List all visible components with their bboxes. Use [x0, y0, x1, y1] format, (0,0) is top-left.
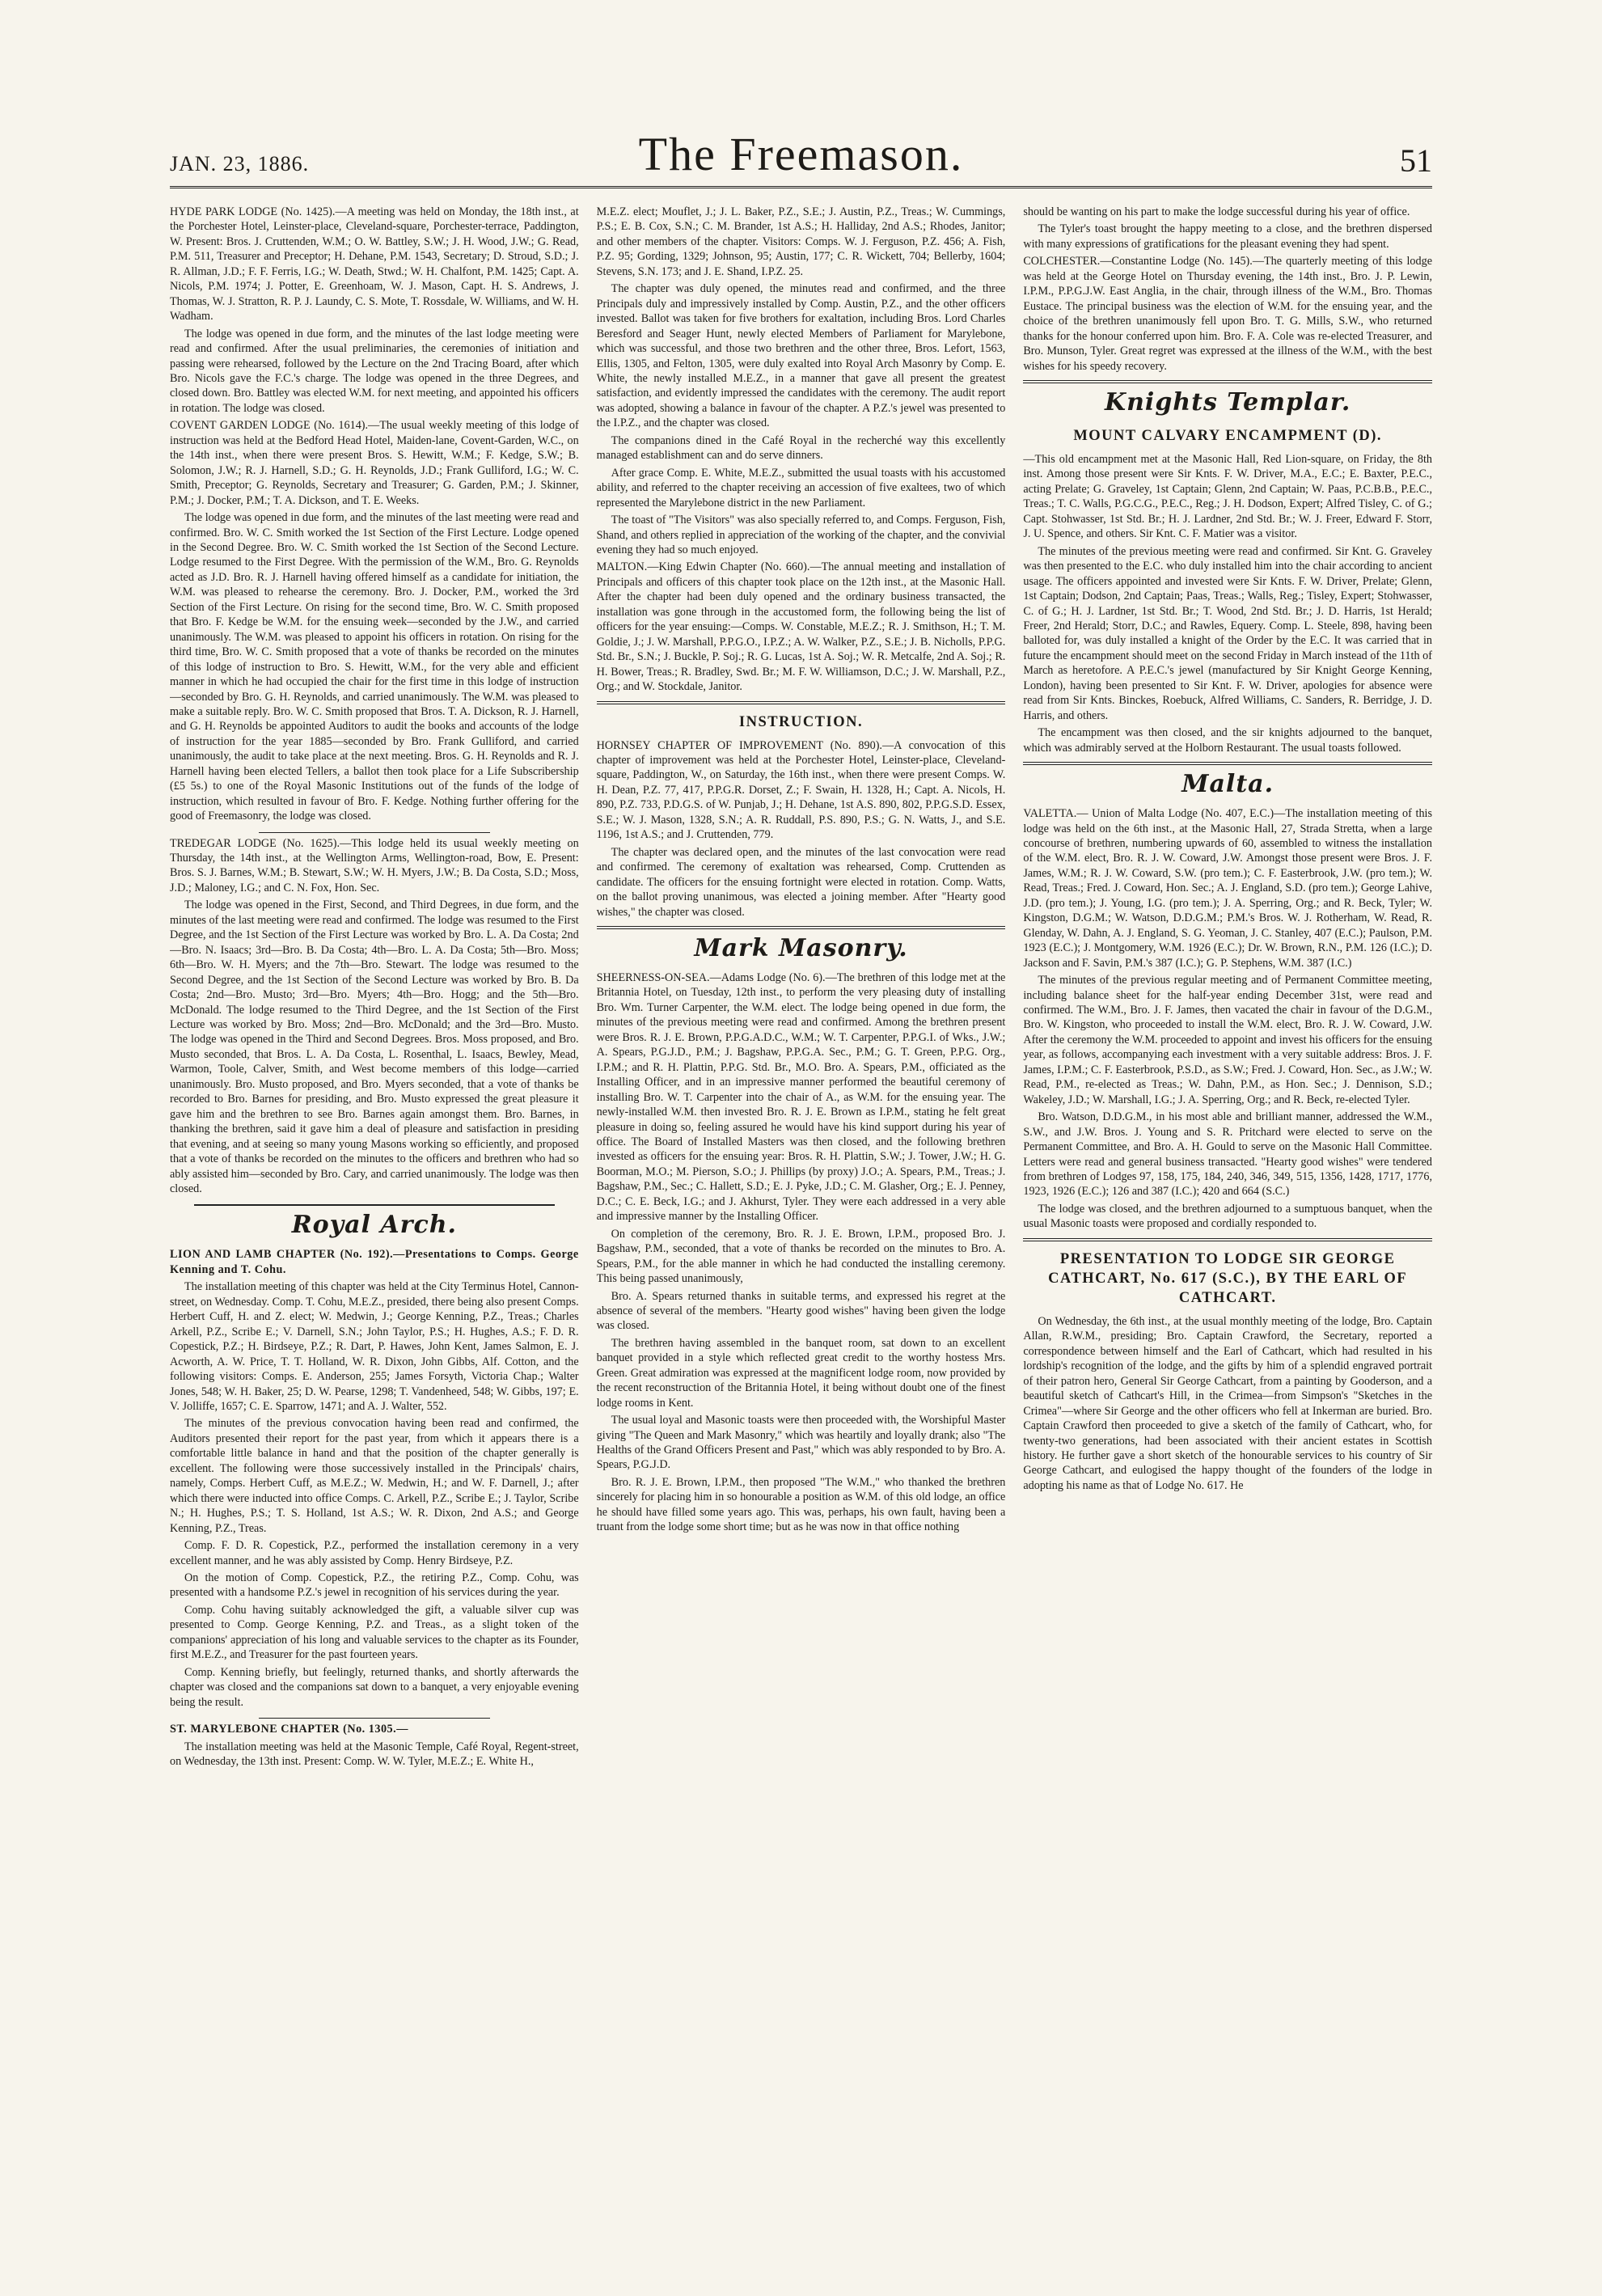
section-heading-knights-templar: Knights Templar.: [1105, 387, 1351, 416]
paragraph: Bro. A. Spears returned thanks in suitable terms, and expressed his regret at the absence of several of the members. "Hearty good wishes" having been given the lodge was closed.: [596, 1289, 1006, 1333]
paragraph: The encampment was then closed, and the sir knights adjourned to the banquet, which was admirably served at the Holborn Restaurant. The usual toasts followed.: [1023, 726, 1432, 755]
article-title-presentation-cathcart: PRESENTATION TO LODGE SIR GEORGE CATHCART, No. 617 (S.C.), BY THE EARL OF CATHCART.: [1048, 1250, 1408, 1306]
article-colchester-lodge: COLCHESTER.—Constantine Lodge (No. 145).—The quarterly meeting of this lodge was held at the George Hotel on Thursday evening, the 14th inst., Bro. J. P. Lewin, I.P.M., P.P.G.J.W. East Anglia, in the chair, through illness of the W.M., Bro. Thomas Eustace. The principal business was the election of W.M. for the ensuing year, and the choice of the brethren unanimously fell upon Bro. T. G. Mills, S.W., who returned thanks for the honour conferred upon him. Bro. F. A. Cole was re-elected Treasurer, and Bro. Munson, Tyler. Great regret was expressed at the illness of the W.M., with the best wishes for his speedy recovery.: [1023, 255, 1432, 373]
newspaper-title: The Freemason.: [638, 128, 964, 180]
divider: [1023, 1238, 1432, 1241]
paragraph: On completion of the ceremony, Bro. R. J. E. Brown, I.P.M., proposed Bro. J. Bagshaw, P.M., seconded, that a vote of thanks be recorded on the minutes to Bro. A. Spears, P.M., for the able manner in which he had conducted the installing ceremony. This being passed unanimously,: [596, 1227, 1006, 1286]
paragraph: On the motion of Comp. Copestick, P.Z., the retiring P.Z., Comp. Cohu, was presented with a handsome P.Z.'s jewel in recognition of his services during the year.: [170, 1571, 579, 1600]
issue-date: JAN. 23, 1886.: [170, 152, 310, 175]
paragraph: The minutes of the previous regular meeting and of Permanent Committee meeting, including balance sheet for the half-year ending December 31st, were read and confirmed. The W.M., Bro. J. F. James, then vacated the chair in favour of the D.G.M., Bro. W. Kingston, who proceeded to install the W.M. elect, Bro. R. J. W. Coward, J.W. After the ceremony the W.M. proceeded to appoint and invest his officers for the ensuing year, as follows, accompanying each investment with a very suitable address: Bros. J. F. James, I.P.M.; C. F. Easterbrook, P.S.D., as S.W.; Fred. J. Coward, Hon. Sec., as J.W.; W. Read, P.M., re-elected as Treas.; W. Dahn, P.M., as Hon. Sec.; J. Dennison, S.D.; Wakeley, J.D.; W. Marshall, I.G.; J. A. Sperring, Org.; and R. Beck, re-elected Tyler.: [1023, 974, 1432, 1106]
divider: [259, 832, 490, 833]
paragraph: On Wednesday, the 6th inst., at the usual monthly meeting of the lodge, Bro. Captain Allan, R.W.M., presiding; Bro. Captain Crawford, the Secretary, reported a correspondence between himself and the Earl of Cathcart, which had resulted in his lordship's recognition of the lodge, and the gifts by him of a splendid engraved portrait of their patron hero, General Sir George Cathcart, from a painting by Gooderson, and a beautiful sketch of Cathcart's Hill, in the Crimea—from Simpson's "Sketches in the Crimea"—where Sir George and the other officers who fell at Inkerman are buried. Bro. Captain Crawford then proceeded to give a sketch of the family of Cathcart, who, for twenty-two generations, had been associated with their ancient estates in Scottish history. He further gave a short sketch of the honourable services to his country of Sir George Cathcart, and eulogised the happy thought of the founders of the lodge in adopting his name as that of Lodge No. 617. He: [1023, 1314, 1432, 1492]
column-1: [170, 205, 579, 2275]
paragraph: The lodge was closed, and the brethren adjourned to a sumptuous banquet, when the usual Masonic toasts were proposed and cordially responded to.: [1023, 1202, 1432, 1231]
paragraph: The minutes of the previous meeting were read and confirmed. Sir Knt. G. Graveley was then presented to the E.C. who duly installed him into the chair according to ancient usage. The officers appointed and invested were Sir Knts. F. W. Driver, Prelate; Glenn, 1st Captain; Dodson, 2nd Captain; Paas, Treas.; Walls, Reg.; Tisley, Expert; Stohwasser, C. of G.; H. J. Lardner, 1st Std. Br.; T. Wood, 2nd Std. Br.; J. D. Harris, 1st Herald; Freer, 2nd Herald; Storr, D.C.; and Rawles, Equery. Comp. L. Steele, 898, having been balloted for, was duly installed a knight of the Order by the E.C. It was carried that in future the encampment should meet on the second Friday in March instead of the 11th of March as heretofore. A P.E.C.'s jewel (manufactured by Sir Knight George Kenning, London), having been presented to Sir Knt. F. W. Driver, apologies for absence were read from Sir Knts. Binckes, Roebuck, Alfred Williams, C. Sanders, R. Berridge, J. D. Harris, and others.: [1023, 544, 1432, 722]
paragraph: Comp. Kenning briefly, but feelingly, returned thanks, and shortly afterwards the chapter was closed and the companions sat down to a banquet, a very enjoyable evening being the result.: [170, 1665, 579, 1709]
divider: [194, 1204, 555, 1206]
section-heading-malta: Malta.: [1181, 770, 1274, 799]
column-2: [597, 205, 1006, 2275]
article-title-text: LION AND LAMB CHAPTER (No. 192).—Presentations to Comps. George Kenning and T. Cohu.: [170, 1248, 579, 1276]
article-title-st-marylebone: [170, 1722, 579, 1736]
article-title-lion-and-lamb: [170, 1247, 579, 1277]
paragraph: The toast of "The Visitors" was also specially referred to, and Comps. Ferguson, Fish, Shand, and others replied in appreciation of the working of the chapter, and the convivial evening they had so much enjoyed.: [596, 514, 1006, 556]
article-columns: [170, 205, 1432, 2275]
paragraph: The installation meeting was held at the Masonic Temple, Café Royal, Regent-street, on Wednesday, the 13th inst. Present: Comp. W. W. Tyler, M.E.Z.; E. White H.,: [170, 1740, 579, 1768]
masthead: [170, 121, 1432, 188]
divider: [597, 701, 1006, 704]
divider: [259, 1718, 490, 1719]
article-tredegar-lodge: TREDEGAR LODGE (No. 1625).—This lodge held its usual weekly meeting on Thursday, the 14th inst., at the Wellington Arms, Wellington-road, Bow, E. Present: Bros. S. J. Barnes, W.M.; B. Stewart, S.W.; W. H. Myers, J.W.; B. Da Costa, S.D.; Moss, J.D.; Maloney, I.G.; and C. N. Fox, Hon. Sec.: [170, 836, 579, 894]
article-hyde-park-lodge: HYDE PARK LODGE (No. 1425).—A meeting was held on Monday, the 18th inst., at the Porchester Hotel, Leinster-place, Cleveland-square, Porchester-terrace, Paddington, W. Present: Bros. J. Cruttenden, W.M.; O. W. Battley, S.W.; J. H. Wood, J.W.; G. Read, P.M. 511, Treasurer and Preceptor; H. Dehane, P.M. 1543, Secretary; D. Stroud, S.D.; J. R. Allman, J.D.; F. F. Ferris, I.G.; W. Death, Stwd.; W. H. Chalfont, P.M. 1425; Capt. A. Nicols, P.M. 1974; J. Potter, E. Greenhoam, W. J. Mason, Capt. H. S. Andrews, J. Thomas, W. J. Stratton, R. P. J. Laundy, C. S. Mote, T. Rossdale, W. Williams, and W. H. Wadham.: [170, 205, 579, 323]
paragraph: After grace Comp. E. White, M.E.Z., submitted the usual toasts with his accustomed ability, and referred to the chapter receiving an accession of five exaltees, two of which represented the Marylebone district in the new Parliament.: [596, 466, 1006, 510]
paragraph: The Tyler's toast brought the happy meeting to a close, and the brethren dispersed with many expressions of gratifications for the pleasant evening they had spent.: [1023, 222, 1432, 251]
article-covent-garden-lodge: COVENT GARDEN LODGE (No. 1614).—The usual weekly meeting of this lodge of instruction was held at the Bedford Head Hotel, Maiden-lane, Covent-Garden, W.C., on the 14th inst., when there were present Bros. S. Hewitt, W.M.; F. Kedge, S.W.; B. Solomon, J.W.; R. J. Harnell, S.D.; G. H. Reynolds, J.D.; Frank Gulliford, I.G.; W. C. Smith, Preceptor; G. Reynolds, Secretary and Treasurer; G. Garden, P.M.; J. Skinner, P.M.; J. Docker, P.M.; T. A. Dickson, and T. E. Weeks.: [170, 419, 579, 507]
article-hornsey-chapter: HORNSEY CHAPTER OF IMPROVEMENT (No. 890).—A convocation of this chapter of improvement was held at the Porchester Hotel, Leinster-place, Cleveland-square, Paddington, W., on Saturday, the 16th inst., when there were present Comps. W. H. Dean, P.Z. 77, 417, P.P.G.R. Dorset, Z.; F. Swain, H. 1328, H.; Capt. A. Nicols, H. 890, P.Z. 733, P.D.G.S. of W. Punjab, J.; H. Dehane, 1st A.S. 890, 802, P.P.G.S.D. Essex, S.E.; W. J. Mason, 1328, S.N.; A. R. Ruddall, P.S. 890, P.S.; G. N. Watts, J., and S.E. 1196, 1st A.S.; and J. Cruttenden, 779.: [596, 738, 1006, 842]
paragraph: The chapter was declared open, and the minutes of the last convocation were read and confirmed. The ceremony of exaltation was rehearsed, Comp. Cruttenden as candidate. The officers for the ensuing fortnight were elected in rotation. Comp. Watts, on the ballot proving unanimous, was elected a joining member. After "Hearty good wishes," the chapter was closed.: [596, 845, 1006, 919]
paragraph: Bro. Watson, D.D.G.M., in his most able and brilliant manner, addressed the W.M., S.W., and J.W. Bros. J. Young and S. R. Pritchard were elected to serve on the Permanent Committee, and Bro. A. H. Gould to serve on the Masonic Hall Committee. Letters were read and general business transacted. "Hearty good wishes" were tendered from brethren of Lodges 97, 158, 175, 184, 240, 346, 349, 515, 1356, 1428, 1717, 1776, 1923, 1926 (E.C.); 126 and 387 (I.C.); 420 and 664 (S.C.): [1023, 1110, 1432, 1199]
paragraph: M.E.Z. elect; Mouflet, J.; J. L. Baker, P.Z., S.E.; J. Austin, P.Z., Treas.; W. Cummings, P.S.; E. B. Cox, S.N.; C. M. Brander, 1st A.S.; H. Halliday, 2nd A.S.; Rhodes, Janitor; and other members of the chapter. Visitors: Comps. W. J. Ferguson, P.Z. 456; A. Fish, P.Z. 95; Gording, 1329; Johnson, 95; Austin, 177; C. R. Wickett, 704; Bellerby, 1604; Stevens, S.N. 173; and J. E. Shand, I.P.Z. 25.: [596, 205, 1006, 278]
paragraph: Bro. R. J. E. Brown, I.P.M., then proposed "The W.M.," who thanked the brethren sincerely for placing him in so honourable a position as W.M. of this old lodge, an office he should have filled some years ago. This was, perhaps, his own fault, having been a truant from the lodge some short time; but as he was now in that office nothing: [596, 1475, 1006, 1534]
divider: [597, 926, 1006, 929]
paragraph: The brethren having assembled in the banquet room, sat down to an excellent banquet provided in a style which reflected great credit to the worthy hostess Mrs. Green. Great admiration was expressed at the magnificent lodge room, now provided by the recent reconstruction of the Britannia Hotel, it being without doubt one of the finest lodge rooms in Kent.: [596, 1336, 1006, 1410]
paragraph: Comp. F. D. R. Copestick, P.Z., performed the installation ceremony in a very excellent manner, and he was ably assisted by Comp. Henry Birdseye, P.Z.: [170, 1539, 579, 1567]
article-sheerness-adams-lodge: SHEERNESS-ON-SEA.—Adams Lodge (No. 6).—The brethren of this lodge met at the Britannia Hotel, on Tuesday, 12th inst., to perform the very pleasing duty of installing Bro. Wm. Turner Carpenter, the W.M. elect. The lodge being opened in due form, the minutes of the previous meeting were read and confirmed. Among the brethren present were Bros. R. J. E. Brown, P.P.G.A.D.C., W.M.; W. T. Carpenter, P.P.G.I. of Wks., J.W.; A. Spears, P.G.J.D., P.M.; J. Bagshaw, P.P.G.A. Sec., P.M.; G. T. Green, P.P.G. Org., I.P.M.; and R. H. Plattin, P.P.G. Std. Br., M.O. Bro. A. Spears, P.M., officiated as the Installing Officer, and in an impressive manner performed the beautiful ceremony of installing Bro. W. T. Carpenter into the chair of A., as W.M. for the ensuing year. The newly-installed W.M. then invested Bro. R. J. E. Brown as I.P.M., stating he felt great pleasure in doing so, feeling assured he would have his kind support during his year of office. The Board of Installed Masters was then closed, and the following brethren invested as officers for the ensuing year: Bros. R. H. Plattin, S.W.; J. Tower, J.W.; H. G. Boorman, M.O.; M. Pierson, S.O.; J. Phillips (by proxy) J.O.; A. Spears, P.M., Treas.; J. Bagshaw, P.M., Sec.; C. Hallett, S.D.; E. J. Pyke, J.D.; C. M. Glasher, Org.; E. J. Penney, D.C.; C. E. Beck, I.G.; and J. Akhurst, Tyler. They were each addressed in a very able and impressive manner by the Installing Officer.: [596, 970, 1006, 1224]
paragraph: The usual loyal and Masonic toasts were then proceeded with, the Worshipful Master giving "The Queen and Mark Masonry," which was heartily and loyally drank; also "The Healths of the Grand Officers Present and Past," which was ably responded to by Bro. A. Spears, P.G.J.D.: [596, 1414, 1006, 1472]
divider: [1023, 762, 1432, 765]
section-heading-instruction: INSTRUCTION.: [738, 713, 864, 730]
paragraph: —This old encampment met at the Masonic Hall, Red Lion-square, on Friday, the 8th inst. Among those present were Sir Knts. F. W. Driver, M.A., E.C.; E. Baxter, P.E.C., acting Prelate; G. Graveley, 1st Captain; Glenn, 2nd Captain; W. Paas, P.C.B.B., P.E.C., Treas.; T. C. Walls, P.G.C.G., P.E.C., Reg.; J. H. Dodson, Expert; Alfred Tisley, C. of G.; Capt. Stohwasser, 1st Std. Br.; H. J. Lardner, 2nd Std. Br.; W. J. Freer, Edward F. Storr, J. U. Spence, and others. Sir Knt. C. F. Matier was a visitor.: [1023, 453, 1432, 541]
article-malton-chapter: MALTON.—King Edwin Chapter (No. 660).—The annual meeting and installation of Principals and officers of this chapter took place on the 12th inst., at the Masonic Hall. After the chapter had been duly opened and the ordinary business transacted, the installation was gone through in the accustomed form, the following being the list of officers for the year ensuing:—Comps. W. Constable, M.E.Z.; R. J. Smithson, H.; T. M. Goldie, J.; J. W. Marshall, P.P.G.O., I.P.Z.; A. W. Walker, P.Z., S.E.; J. B. Nicholls, P.P.G. Std. Br., S.N.; J. Buckle, P. Soj.; R. G. Lucas, 1st A. Soj.; W. R. Metcalfe, 2nd A. Soj.; R. H. Bower, Treas.; R. Bradley, Swd. Br.; M. F. W. Williamson, D.C.; J. W. Marshall, P.Z., Org.; and W. Stockdale, Janitor.: [596, 560, 1006, 694]
paragraph: The minutes of the previous convocation having been read and confirmed, the Auditors presented their report for the past year, from which it appears there is a comfortable little balance in hand and that the position of the chapter generally is excellent. The following were those successively installed in the Principals' chairs, namely, Comps. Herbert Cuff, as M.E.Z.; W. Medwin, H.; and W. F. Darnell, J.; after which there were inducted into office Comps. C. Arkell, P.Z., Scribe E.; J. Taylor, Scribe N.; H. Hughes, P.S.; T. S. Holland, 1st A.S.; W. R. Dixon, 2nd A.S.; and George Kenning, P.Z., Treas.: [170, 1417, 579, 1535]
article-valetta-union-of-malta: VALETTA.— Union of Malta Lodge (No. 407, E.C.)—The installation meeting of this lodge was held on the 6th inst., at the Masonic Hall, 27, Strada Stretta, when a large concourse of brethren, numbering upwards of 60, assembled to witness the installation of the W.M. elect, Bro. R. J. W. Coward, J.W. Amongst those present were Bros. J. F. James, W.M.; R. J. W. Coward, S.W. (pro tem.); C. F. Easterbrook, J.W. (pro tem.); W. Read, Treas.; Fred. J. Coward, Hon. Sec.; A. J. England, S.D. (pro tem.); George Lahive, J.D. (pro tem.); J. Young, I.G. (pro tem.); J. A. Sperring, Org.; and R. Beck, Tyler; W. Kingston, D.G.M.; W. Watson, D.D.G.M.; P.M.'s Bros. W. J. Rotherham, W. Read, R. Glenday, W. Dahn, A. J. England, S. G. Yeoman, J. C. Stanley, 407 (E.C.); Paulson, P.M. 1923 (E.C.); J. Montgomery, W.M. 1926 (E.C.); Dr. W. Brown, R.N., P.M. 126 (I.C.); D. Jackson and F. Savin, P.M.'s 387 (I.C.); G. P. Stephens, W.M. 387 (I.C.): [1023, 807, 1432, 970]
paragraph: The companions dined in the Café Royal in the recherché way this excellently managed establishment can and do serve dinners.: [596, 433, 1006, 463]
column-3: [1023, 205, 1432, 2275]
article-title-mount-calvary: MOUNT CALVARY ENCAMPMENT (D).: [1073, 427, 1383, 444]
paragraph: The installation meeting of this chapter was held at the City Terminus Hotel, Cannon-street, on Wednesday. Comp. T. Cohu, M.E.Z., presided, there being also present Comps. Herbert Cuff, H. and Z. elect; W. Medwin, J.; George Kenning, P.Z., Treas.; Charles Arkell, P.Z., Scribe E.; V. Darnell, S.N.; John Taylor, P.S.; H. Hughes, A.S.; F. D. R. Copestick, P.Z.; H. Birdseye, P.Z.; R. Dart, P. Hawes, John Kent, James Salmon, E. J. Acworth, A. W. Price, T. T. Holland, W. R. Dixon, John Gibbs, Alf. Cotton, and the following visitors: Comps. E. Anderson, 255; James Forsyth, Victoria Chap.; Walter Jones, 548; W. H. Baker, 25; D. W. Pearse, 1298; T. Vandenheed, 548; W. Gibbs, 197; E. V. Jolliffe, 1657; C. E. Sparrow, 1471; and A. J. Walter, 552.: [170, 1280, 579, 1413]
section-heading-royal-arch: Royal Arch.: [291, 1211, 457, 1240]
paragraph: The lodge was opened in the First, Second, and Third Degrees, in due form, and the minutes of the last meeting were read and confirmed. The lodge was resumed to the First Degree, and the 1st Section of the First Lecture was worked by Bro. L. A. Da Costa; 2nd—Bro. N. Isaacs; 3rd—Bro. B. Da Costa; 4th—Bro. L. A. Da Costa; 5th—Bro. Moss; 6th—Bro. W. H. Myers; and the 7th—Bro. Stewart. The lodge was resumed to the Second Degree, and the 1st Section of the Second Lecture was worked by Bro. B. Da Costa; 2nd—Bro. Musto; 3rd—Bro. Myers; 4th—Bro. Hogg; and the 5th—Bro. McDonald. The lodge resumed to the Third Degree, and the 1st Section of the First Lecture was worked by Bro. Moss; 2nd—Bro. McDonald; and the 3rd—Bro. Musto. The lodge was opened in the Third and Second Degrees. Bros. Moss proposed, and Bro. Musto seconded, that Bros. L. A. Da Costa, L. Rosenthal, L. Isaacs, Bewley, Mead, Warmon, Toole, Calver, Smith, and West become members of this lodge—carried unanimously. Bro. Musto proposed, and Bro. Myers seconded, that a vote of thanks be recorded to Bro. Barnes for presiding, and Bro. Musto expressed the great pleasure it gave him and the brethren to see Bro. Barnes again amongst them. Bro. Barnes, in thanking the brethren, said it gave him a deal of pleasure and satisfaction in presiding that evening, and at seeing so many young Masons working so efficiently, and proposed that a vote of thanks be recorded on the minutes to the officers and brethren who had so ably assisted him—seconded by Bro. Cary, and carried unanimously. The lodge was then closed.: [170, 899, 579, 1195]
section-heading-mark-masonry: Mark Masonry.: [694, 933, 908, 962]
divider: [1023, 380, 1432, 383]
paragraph: The lodge was opened in due form, and the minutes of the last lodge meeting were read and confirmed. After the usual preliminaries, the ceremonies of initiation and passing were rehearsed, followed by the Lecture on the 2nd Tracing Board, after which Bro. Nicols gave the F.C.'s charge. The lodge was opened in the three Degrees, and closed down. Bro. Battley was elected W.M. for next meeting, and appointed his officers in rotation. The lodge was closed.: [170, 327, 579, 415]
page-number: 51: [1400, 142, 1432, 179]
article-title-text: ST. MARYLEBONE CHAPTER (No. 1305.—: [170, 1723, 408, 1736]
paragraph: should be wanting on his part to make the lodge successful during his year of office.: [1023, 205, 1410, 218]
paragraph: The chapter was duly opened, the minutes read and confirmed, and the three Principals duly and impressively installed by Comp. Austin, P.Z., and the other officers invested. Ballot was taken for five brothers for exaltation, including Bros. Lord Charles Beresford and Seager Hunt, newly elected Members of Parliament for Marylebone, which was successful, and those two brethren and the other three, Bros. Lefort, 1563, Ellis, 1305, and Felton, 1305, were duly exalted into Royal Arch Masonry by Comp. E. White, the newly installed M.E.Z., in a manner that gave all present the greatest satisfaction, and evidently impressed the candidates with the ceremony. The audit report was adopted, showing a balance in favour of the chapter. A P.Z.'s jewel was presented to the I.P.Z., and the chapter was closed.: [596, 282, 1006, 430]
paragraph: The lodge was opened in due form, and the minutes of the last meeting were read and confirmed. Bro. W. C. Smith worked the 1st Section of the First Lecture. Lodge opened in the Second Degree. Bro. W. C. Smith worked the 1st Section of the Second Lecture. Lodge resumed to the First Degree. With the permission of the W.M., Bro. G. Reynolds acted as J.D. Bro. R. J. Harnell having offered himself as a candidate for initiation, the W.M. was pleased to rehearse the ceremony. Bro. J. Docker, P.M., worked the 3rd Section of the First Lecture. On rising for the second time, Bro. W. C. Smith proposed that Bro. F. Kedge be W.M. for the ensuing week—seconded by the J.W., and carried unanimously. The W.M. was pleased to appoint his officers in rotation. On rising for the third time, Bro. W. C. Smith proposed that a vote of thanks be recorded on the minutes of this lodge of instruction to Bro. S. Hewitt, W.M., for the very able and efficient manner in which he had occupied the chair for the first time in this lodge of instruction—seconded by Bro. G. H. Reynolds, and carried unanimously. The W.M. was pleased to make a suitable reply. Bro. W. C. Smith proposed that Bros. T. A. Dickson, R. J. Harnell, and G. H. Reynolds be appointed Auditors to audit the books and accounts of the lodge of instruction for the year 1885—seconded by Bro. Frank Gulliford, and carried unanimously, the audit to take place at the next meeting. Bros. G. H. Reynolds and R. J. Harnell having been elected Tellers, a ballot then took place for a Life Subscribership (£5 5s.) to one of the Royal Masonic Institutions out of the funds of the lodge of instruction, which resulted in favour of Bro. F. Kedge. Nothing further offering for the good of Freemasonry, the lodge was closed.: [170, 511, 579, 823]
paragraph: Comp. Cohu having suitably acknowledged the gift, a valuable silver cup was presented to Comp. George Kenning, P.Z. and Treas., as a slight token of the companions' appreciation of his long and valuable services to the chapter as its Founder, first M.E.Z., and Treasurer for the past fourteen years.: [170, 1603, 579, 1662]
